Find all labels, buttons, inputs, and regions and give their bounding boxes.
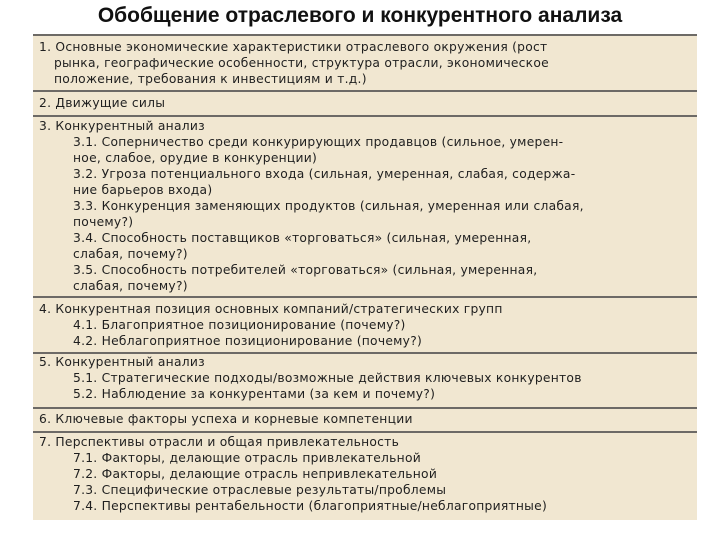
section-6-heading: 6. Ключевые факторы успеха и корневые компетенции [39,412,413,426]
section-3-line: слабая, почему?) [73,247,188,261]
section-4-line: 4.2. Неблагоприятное позиционирование (почему?) [73,334,423,348]
section-7-heading: 7. Перспективы отрасли и общая привлекательность [39,435,400,449]
table-divider [33,115,697,117]
section-3-line: 3.5. Способность потребителей «торговаться» (сильная, умеренная, [73,263,538,277]
table-divider [33,407,697,409]
section-3-line: почему?) [73,215,134,229]
section-7-line: 7.1. Факторы, делающие отрасль привлекательной [73,451,421,465]
section-3-heading: 3. Конкурентный анализ [39,119,205,133]
section-3-line: 3.1. Соперничество среди конкурирующих продавцов (сильное, умерен- [73,135,564,149]
section-7-line: 7.4. Перспективы рентабельности (благоприятные/неблагоприятные) [73,499,548,513]
section-3-line: слабая, почему?) [73,279,188,293]
section-1-line: положение, требования к инвестициям и т.д.) [54,72,367,86]
section-4-heading: 4. Конкурентная позиция основных компаний/стратегических групп [39,302,503,316]
section-4-line: 4.1. Благоприятное позиционирование (почему?) [73,318,406,332]
section-3-line: ние барьеров входа) [73,183,213,197]
section-2-heading: 2. Движущие силы [39,96,166,110]
section-3-line: 3.4. Способность поставщиков «торговаться» (сильная, умеренная, [73,231,532,245]
section-5-heading: 5. Конкурентный анализ [39,355,205,369]
table-divider [33,431,697,433]
section-1-heading: 1. Основные экономические характеристики отраслевого окружения (рост [39,40,548,54]
table-divider [33,296,697,298]
section-7-line: 7.2. Факторы, делающие отрасль непривлекательной [73,467,438,481]
section-3-line: ное, слабое, орудие в конкуренции) [73,151,318,165]
section-7-line: 7.3. Специфические отраслевые результаты/проблемы [73,483,447,497]
page-title: Обобщение отраслевого и конкурентного анализа [97,4,623,27]
analysis-table [33,34,697,520]
table-divider [33,90,697,92]
section-5-line: 5.1. Стратегические подходы/возможные действия ключевых конкурентов [73,371,582,385]
section-3-line: 3.3. Конкуренция заменяющих продуктов (сильная, умеренная или слабая, [73,199,584,213]
section-1-line: рынка, географические особенности, структура отрасли, экономическое [54,56,549,70]
table-divider [33,34,697,36]
section-5-line: 5.2. Наблюдение за конкурентами (за кем и почему?) [73,387,436,401]
section-3-line: 3.2. Угроза потенциального входа (сильная, умеренная, слабая, содержа- [73,167,576,181]
